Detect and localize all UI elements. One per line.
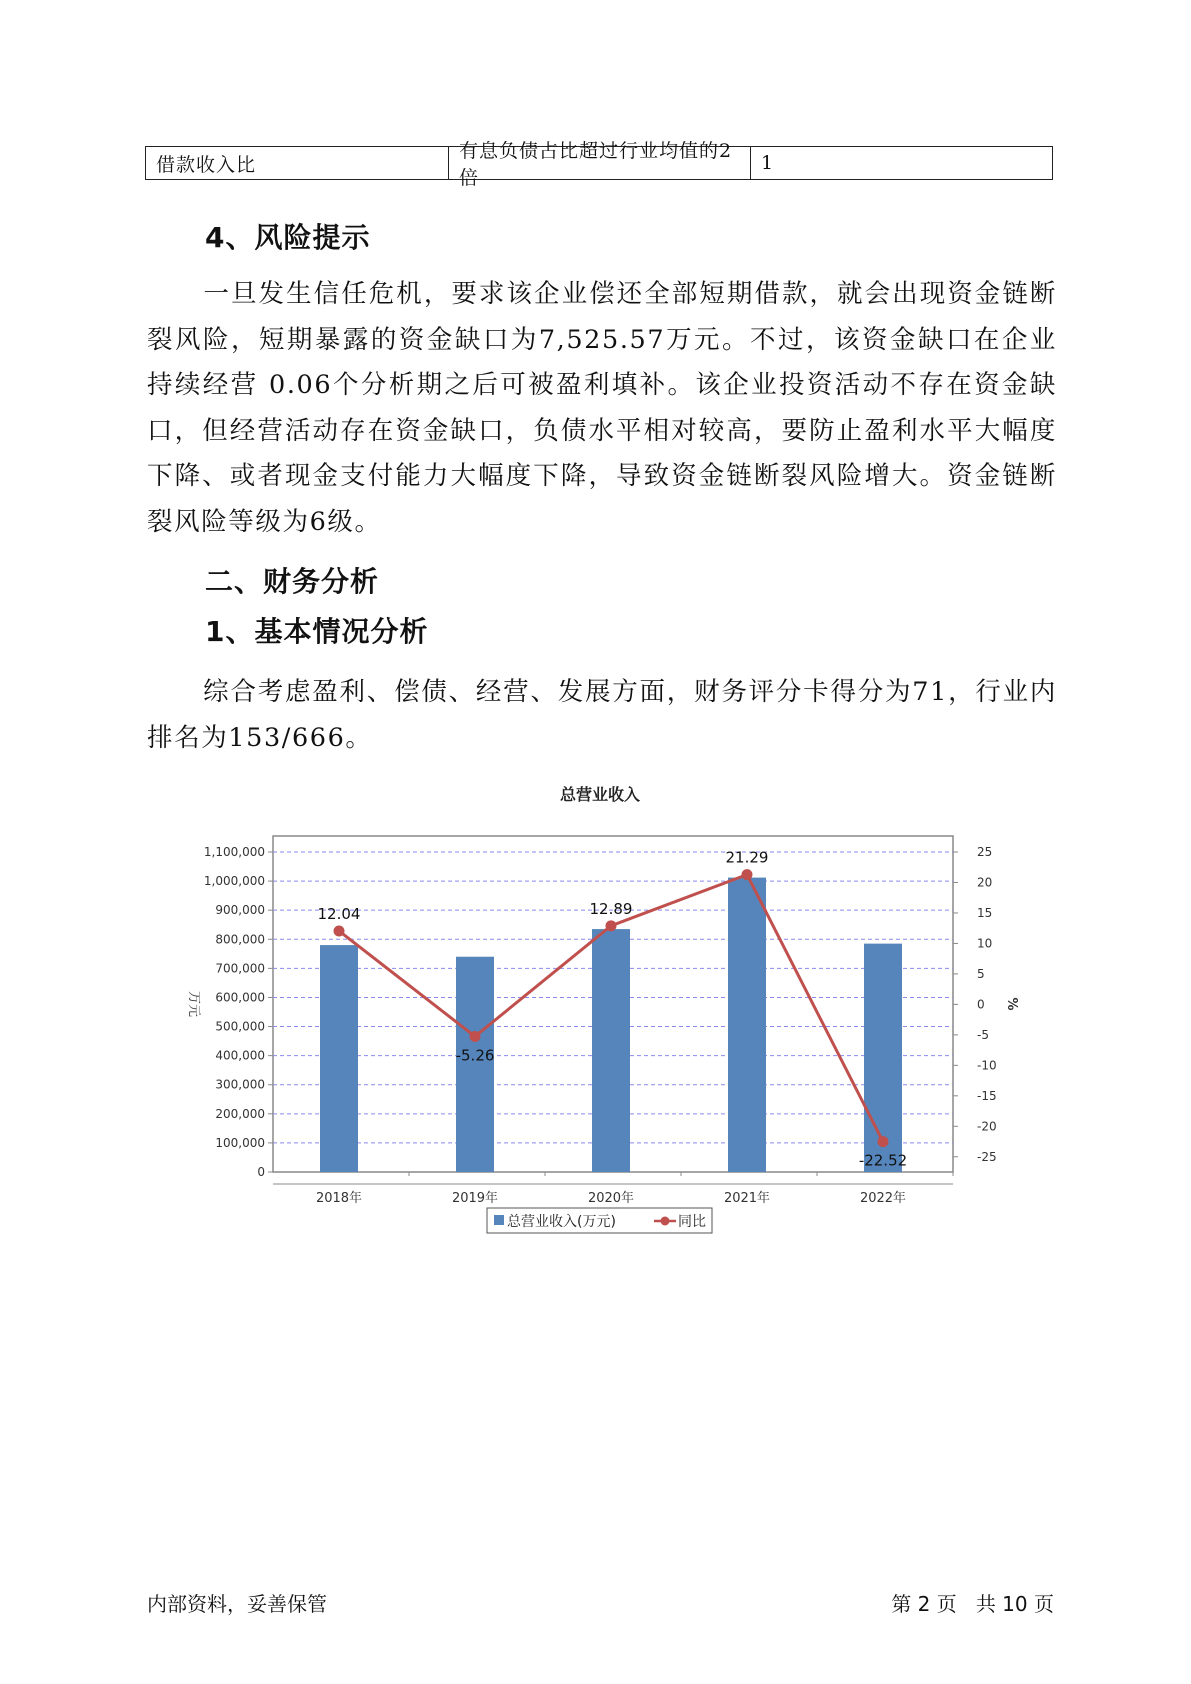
yoy-point: [878, 1136, 889, 1147]
y2-tick-label: 25: [977, 845, 993, 859]
y2-tick-label: 5: [977, 966, 985, 981]
yoy-point: [606, 920, 617, 931]
y-tick-label: 200,000: [215, 1106, 265, 1121]
footer-page-number: 第 2 页 共 10 页: [891, 1592, 1054, 1616]
yoy-point: [742, 869, 753, 880]
table-cell-value: 1: [761, 152, 775, 174]
yoy-data-label: -5.26: [455, 1046, 495, 1065]
x-tick-label: 2019年: [451, 1191, 499, 1206]
y2-tick-label: -25: [977, 1149, 997, 1164]
x-tick-label: 2018年: [315, 1191, 363, 1206]
heading-basic-analysis: 1、基本情况分析: [205, 615, 429, 648]
revenue-chart: [0, 780, 1191, 1250]
bar-revenue: [320, 945, 358, 1172]
basic-paragraph-text: 综合考虑盈利、偿债、经营、发展方面，财务评分卡得分为71，行业内排名为153/666。: [147, 677, 1057, 753]
y2-tick-label: -15: [977, 1088, 997, 1103]
legend-line-marker: [661, 1217, 670, 1226]
y-tick-label: 700,000: [215, 961, 265, 976]
basic-paragraph: [147, 670, 1057, 761]
heading-risk-warning: 4、风险提示: [205, 221, 371, 254]
y2-tick-label: 15: [977, 905, 993, 920]
risk-paragraph-text: 一旦发生信任危机，要求该企业偿还全部短期借款，就会出现资金链断裂风险，短期暴露的资金缺口为7,525.57万元。不过，该资金缺口在企业持续经营 0.06个分析期之后可被盈利填补。该企业投资活动不存在资金缺口，但经营活动存在资金缺口，负债水平相对较高，要防止盈利水平大幅度下降、或者现金支付能力大幅度下降，导致资金链断裂风险增大。资金链断裂风险等级为6级。: [147, 279, 1057, 537]
y-tick-label: 100,000: [215, 1135, 265, 1150]
y-tick-label: 1,100,000: [203, 845, 265, 859]
y-tick-label: 900,000: [215, 903, 265, 918]
yoy-data-label: 21.29: [725, 848, 769, 867]
y-tick-label: 1,000,000: [203, 874, 265, 889]
legend: [487, 1208, 712, 1233]
legend-line-label: 同比: [678, 1214, 706, 1230]
y-axis-label: 万元: [186, 990, 201, 1018]
x-tick-label: 2022年: [859, 1191, 907, 1206]
yoy-data-label: 12.04: [317, 904, 361, 923]
table-cell-indicator: 借款收入比: [146, 147, 449, 179]
heading-financial-analysis: 二、财务分析: [205, 565, 380, 598]
yoy-data-label: -22.52: [858, 1151, 908, 1170]
bar-revenue: [592, 929, 630, 1172]
y2-tick-label: -10: [977, 1058, 997, 1073]
y-tick-label: 300,000: [215, 1077, 265, 1092]
y-tick-label: 500,000: [215, 1019, 265, 1034]
x-tick-label: 2021年: [723, 1191, 771, 1206]
y-tick-label: 0: [257, 1165, 265, 1179]
y2-tick-label: 20: [977, 875, 993, 890]
y-tick-label: 600,000: [215, 990, 265, 1005]
y2-axis-label: %: [1004, 997, 1019, 1011]
chart-title: 总营业收入: [559, 785, 641, 804]
yoy-point: [470, 1031, 481, 1042]
y2-tick-label: 0: [977, 997, 985, 1012]
legend-bar-swatch: [494, 1215, 504, 1225]
risk-paragraph: [147, 272, 1057, 545]
legend-bar-label: 总营业收入(万元): [507, 1214, 616, 1230]
yoy-point: [334, 925, 345, 936]
y2-tick-label: 10: [977, 936, 993, 951]
y2-tick-label: -20: [977, 1119, 997, 1134]
bar-revenue: [728, 878, 766, 1172]
y2-tick-label: -5: [977, 1027, 989, 1042]
y-tick-label: 800,000: [215, 932, 265, 947]
footer-confidential: 内部资料，妥善保管: [147, 1592, 327, 1616]
indicator-table: [145, 140, 1053, 189]
table-cell-criterion: 有息负债占比超过行业均值的2倍: [449, 147, 751, 179]
y-tick-label: 400,000: [215, 1048, 265, 1063]
yoy-data-label: 12.89: [589, 899, 633, 918]
x-tick-label: 2020年: [587, 1191, 635, 1206]
